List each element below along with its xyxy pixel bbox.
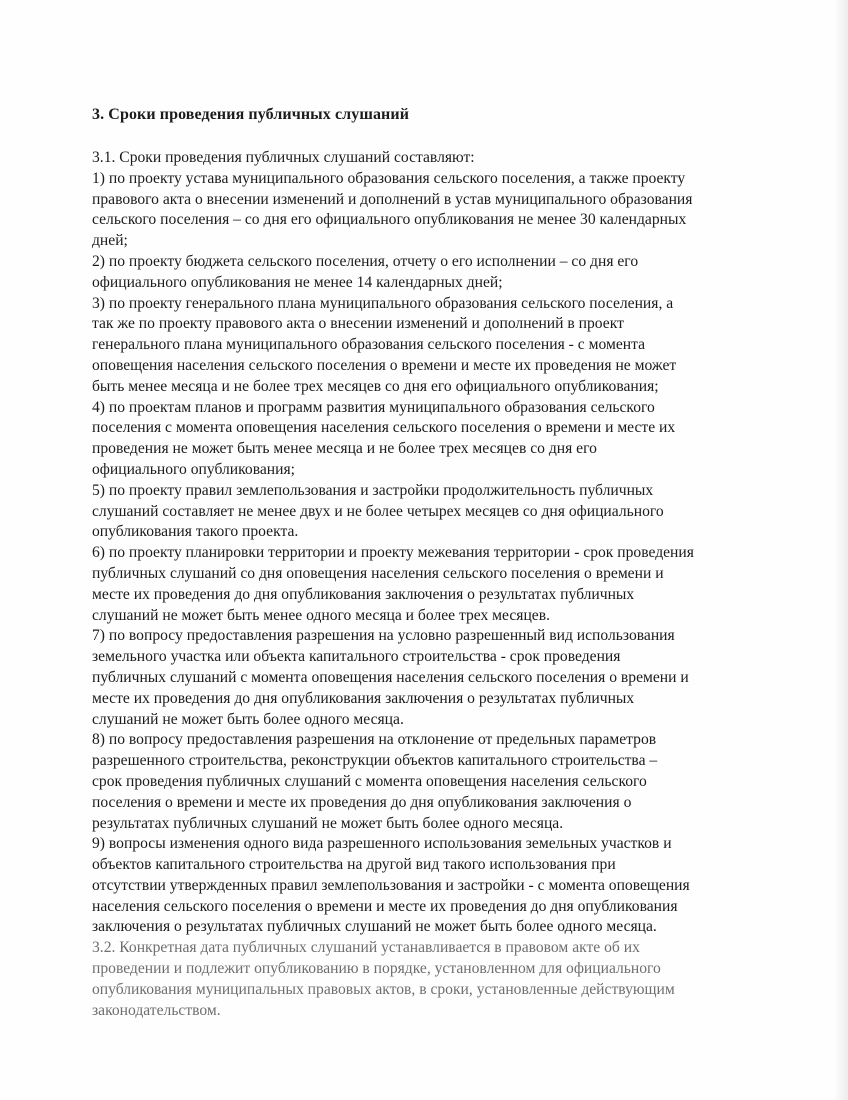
text-line: 6) по проекту планировки территории и проекту межевания территории - срок проведения <box>92 544 694 562</box>
section-text <box>92 148 804 1021</box>
text-line: поселения о времени и месте их проведения до дня опубликования заключения о <box>92 793 632 811</box>
text-line: 2) по проекту бюджета сельского поселения, отчету о его исполнении – со дня его <box>92 252 639 270</box>
text-line: 3) по проекту генерального плана муниципального образования сельского поселения, а <box>92 294 674 312</box>
text-line: так же по проекту правового акта о внесении изменений и дополнений в проект <box>92 315 624 333</box>
text-line: правового акта о внесении изменений и дополнений в устав муниципального образования <box>92 190 693 208</box>
text-line: законодательством. <box>92 1001 221 1019</box>
text-line: 8) по вопросу предоставления разрешения на отклонение от предельных параметров <box>92 731 657 749</box>
text-line: населения сельского поселения о времени и месте их проведения до дня опубликования <box>92 897 678 915</box>
text-line: слушаний не может быть менее одного месяца и более трех месяцев. <box>92 606 550 624</box>
text-line: быть менее месяца и не более трех месяцев со дня его официального опубликования; <box>92 377 659 395</box>
text-line: опубликования муниципальных правовых актов, в сроки, установленные действующим <box>92 980 675 998</box>
text-line: опубликования такого проекта. <box>92 523 299 541</box>
text-line: 5) по проекту правил землепользования и застройки продолжительность публичных <box>92 481 654 499</box>
text-line: 7) по вопросу предоставления разрешения на условно разрешенный вид использования <box>92 627 675 645</box>
text-line: 3.1. Сроки проведения публичных слушаний составляют: <box>92 149 475 166</box>
text-line: оповещения населения сельского поселения о времени и месте их проведения не может <box>92 356 677 374</box>
text-line: отсутствии утвержденных правил землепользования и застройки - с момента оповещения <box>92 876 690 894</box>
text-line: официального опубликования; <box>92 460 295 478</box>
text-line: 3.2. Конкретная дата публичных слушаний устанавливается в правовом акте об их <box>92 939 640 957</box>
text-line: дней; <box>92 232 128 250</box>
scan-shadow <box>834 0 848 1100</box>
text-line: слушаний не может быть более одного месяца. <box>92 710 404 728</box>
text-line: поселения с момента оповещения населения сельского поселения о времени и месте их <box>92 419 676 437</box>
text-line: публичных слушаний со дня оповещения населения сельского поселения о времени и <box>92 564 664 582</box>
section-heading: 3. Сроки проведения публичных слушаний <box>92 106 410 123</box>
text-line: сельского поселения – со дня его официального опубликования не менее 30 календарных <box>92 211 687 229</box>
text-line: заключения о результатах публичных слушаний не может быть более одного месяца. <box>92 918 657 936</box>
text-line: результатах публичных слушаний не может быть более одного месяца. <box>92 814 564 832</box>
text-line: 4) по проектам планов и программ развития муниципального образования сельского <box>92 398 655 416</box>
text-line: срок проведения публичных слушаний с момента оповещения населения сельского <box>92 772 647 790</box>
text-line: проведении и подлежит опубликованию в порядке, установленном для официального <box>92 960 661 978</box>
text-line: месте их проведения до дня опубликования заключения о результатах публичных <box>92 585 635 603</box>
document-body <box>92 104 804 1021</box>
text-line: разрешенного строительства, реконструкции объектов капитального строительства – <box>92 752 658 770</box>
text-line: генерального плана муниципального образования сельского поселения - с момента <box>92 336 646 354</box>
text-line: официального опубликования не менее 14 календарных дней; <box>92 273 503 291</box>
text-line: месте их проведения до дня опубликования заключения о результатах публичных <box>92 689 635 707</box>
text-line: проведения не может быть менее месяца и не более трех месяцев со дня его <box>92 440 597 458</box>
text-line: слушаний составляет не менее двух и не более четырех месяцев со дня официального <box>92 502 664 520</box>
text-line: объектов капитального строительства на другой вид такого использования при <box>92 856 616 874</box>
text-line: земельного участка или объекта капитального строительства - срок проведения <box>92 648 621 666</box>
text-line: публичных слушаний с момента оповещения населения сельского поселения о времени и <box>92 668 689 686</box>
text-line: 1) по проекту устава муниципального образования сельского поселения, а также проекту <box>92 169 686 187</box>
text-line: 9) вопросы изменения одного вида разрешенного использования земельных участков и <box>92 835 672 853</box>
